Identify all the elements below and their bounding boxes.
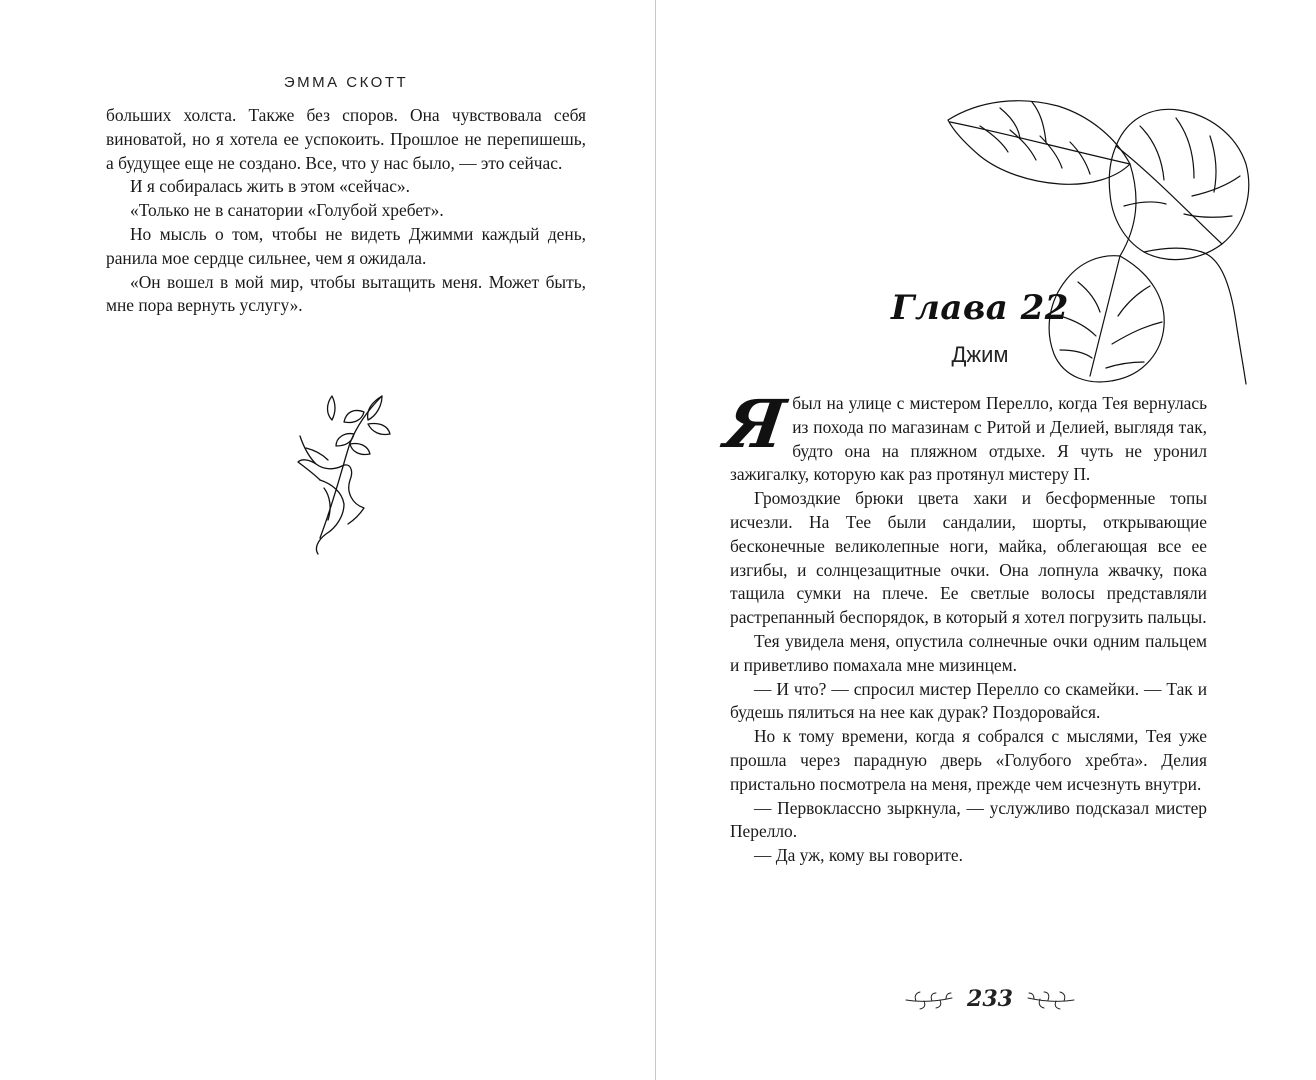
- paragraph: Громоздкие брюки цвета хаки и бесформенные топы исчезли. На Тее были сандалии, шорты, открывающие бесконечные великолепные ноги, майка, облегающая все ее изгибы, и солнцезащитные очки. Она лопнула жвачку, пока тащила сумки на плече. Ее светлые волосы представляли растрепанный беспорядок, в который я хотел погрузить пальцы.: [730, 488, 1207, 628]
- chapter-subtitle: Джим: [951, 342, 1009, 367]
- monstera-leaves-illustration: [940, 86, 1260, 386]
- paragraph: Но мысль о том, чтобы не видеть Джимми каждый день, ранила мое сердце сильнее, чем я ожидала.: [106, 223, 586, 268]
- right-page-text: [720, 385, 1207, 868]
- paragraph: «Он вошел в мой мир, чтобы вытащить меня. Может быть, мне пора вернуть услугу».: [106, 271, 586, 316]
- paragraph: Но к тому времени, когда я собрался с мыслями, Тея уже прошла через парадную дверь «Голубого хребта». Делия пристально посмотрела на меня, прежде чем исчезнуть внутри.: [730, 726, 1207, 794]
- paragraph: И я собиралась жить в этом «сейчас».: [130, 176, 410, 197]
- drop-cap: Я: [720, 385, 790, 463]
- right-sprig-ornament-icon: [1026, 990, 1076, 1010]
- paragraph: — Да уж, кому вы говорите.: [754, 845, 963, 866]
- page-footer: [900, 984, 1080, 1018]
- paragraph: — И что? — спросил мистер Перелло со скамейки. — Так и будешь пялиться на нее как дурак? Поздоровайся.: [730, 678, 1207, 723]
- opening-paragraph-text: был на улице с мистером Перелло, когда Тея вернулась из похода по магазинам с Ритой и Делией, выглядя так, будто она на пляжном отдыхе. Я чуть не уронил зажигалку, которую как раз протянул мистеру П.: [730, 393, 1207, 485]
- opening-paragraph: [720, 385, 1207, 487]
- left-page-text: [106, 104, 586, 318]
- paragraph: — Первоклассно зыркнула, — услужливо подсказал мистер Перелло.: [730, 797, 1207, 842]
- paragraph: Тея увидела меня, опустила солнечные очки одним пальцем и приветливо помахала мне мизинцем.: [730, 630, 1207, 675]
- paragraph: «Только не в санатории «Голубой хребет».: [130, 200, 444, 221]
- running-head-author: ЭММА СКОТТ: [283, 74, 409, 91]
- left-page: [0, 0, 655, 1080]
- page-number: 233: [967, 986, 1013, 1012]
- hand-with-sprig-illustration: [280, 388, 400, 558]
- chapter-title: Глава 22: [891, 288, 1069, 328]
- paragraph: больших холста. Также без споров. Она чувствовала себя виноватой, но я хотела ее успокоить. Прошлое не перепишешь, а будущее еще не создано. Все, что у нас было, — это сейчас.: [106, 105, 586, 173]
